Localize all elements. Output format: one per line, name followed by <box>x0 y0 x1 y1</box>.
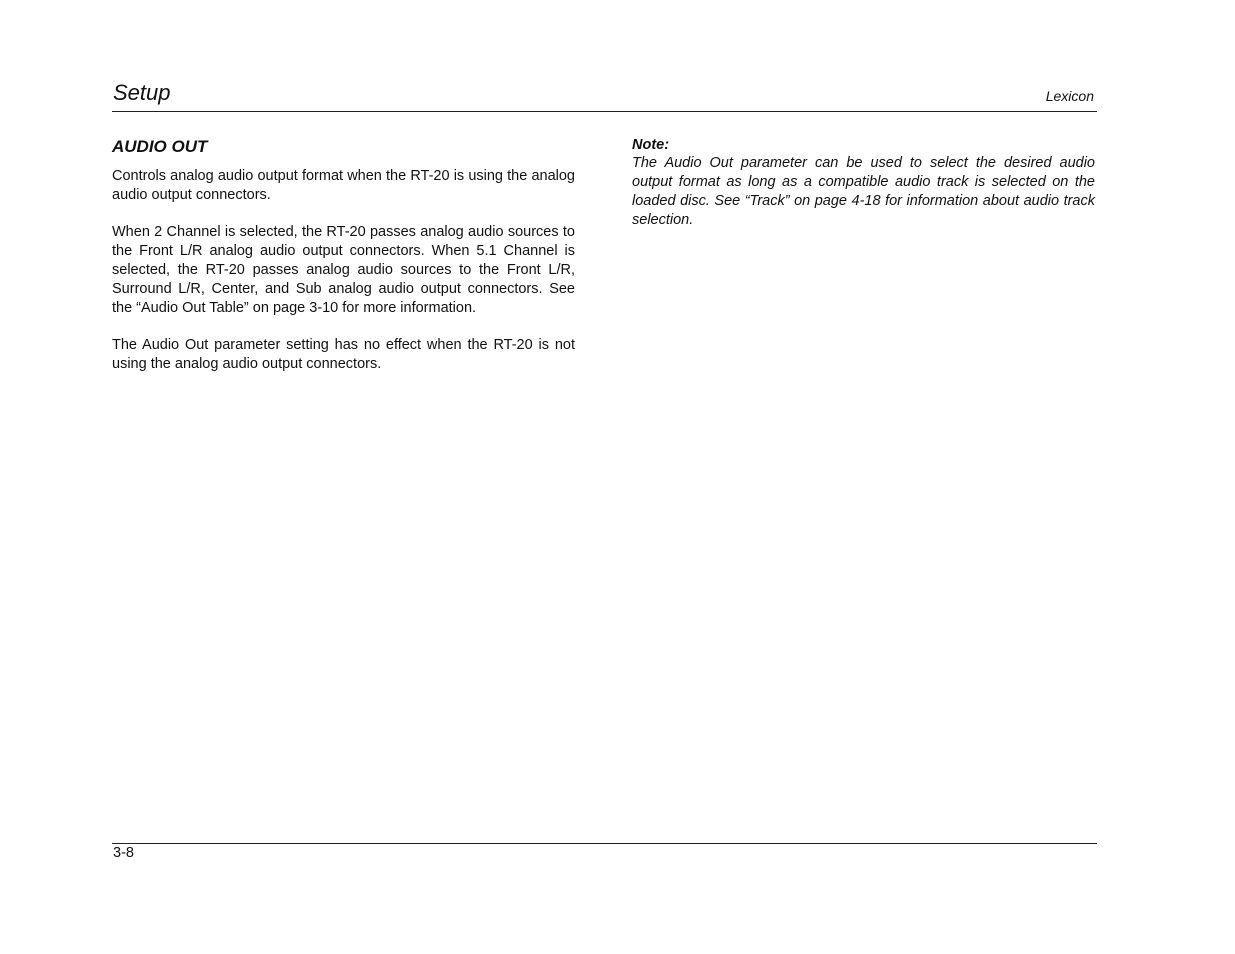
right-column <box>632 136 1095 230</box>
page-section-title: Setup <box>113 80 171 105</box>
page-number: 3-8 <box>113 845 134 861</box>
paragraph-description: Controls analog audio output format when the RT-20 is using the analog audio output connectors. <box>112 168 575 203</box>
footer-divider <box>112 843 1097 844</box>
paragraph-no-effect: The Audio Out parameter setting has no effect when the RT-20 is not using the analog audio output connectors. <box>112 337 575 372</box>
note-body: The Audio Out parameter can be used to select the desired audio output format as long as a compatible audio track is selected on the loaded disc. See “Track” on page 4-18 for information about audio track selection. <box>632 155 1095 228</box>
header-divider <box>112 111 1097 112</box>
paragraph-channel-modes: When 2 Channel is selected, the RT-20 passes analog audio sources to the Front L/R analog audio output connectors. When 5.1 Channel is selected, the RT-20 passes analog audio sources to the Front L/R, Surround L/R, Center, and Sub analog audio output connectors. See the “Audio Out Table” on page 3-10 for more information. <box>112 224 575 316</box>
left-column <box>112 136 575 392</box>
section-heading: AUDIO OUT <box>112 137 208 156</box>
brand-name: Lexicon <box>1045 88 1094 104</box>
note-label: Note: <box>632 137 670 153</box>
